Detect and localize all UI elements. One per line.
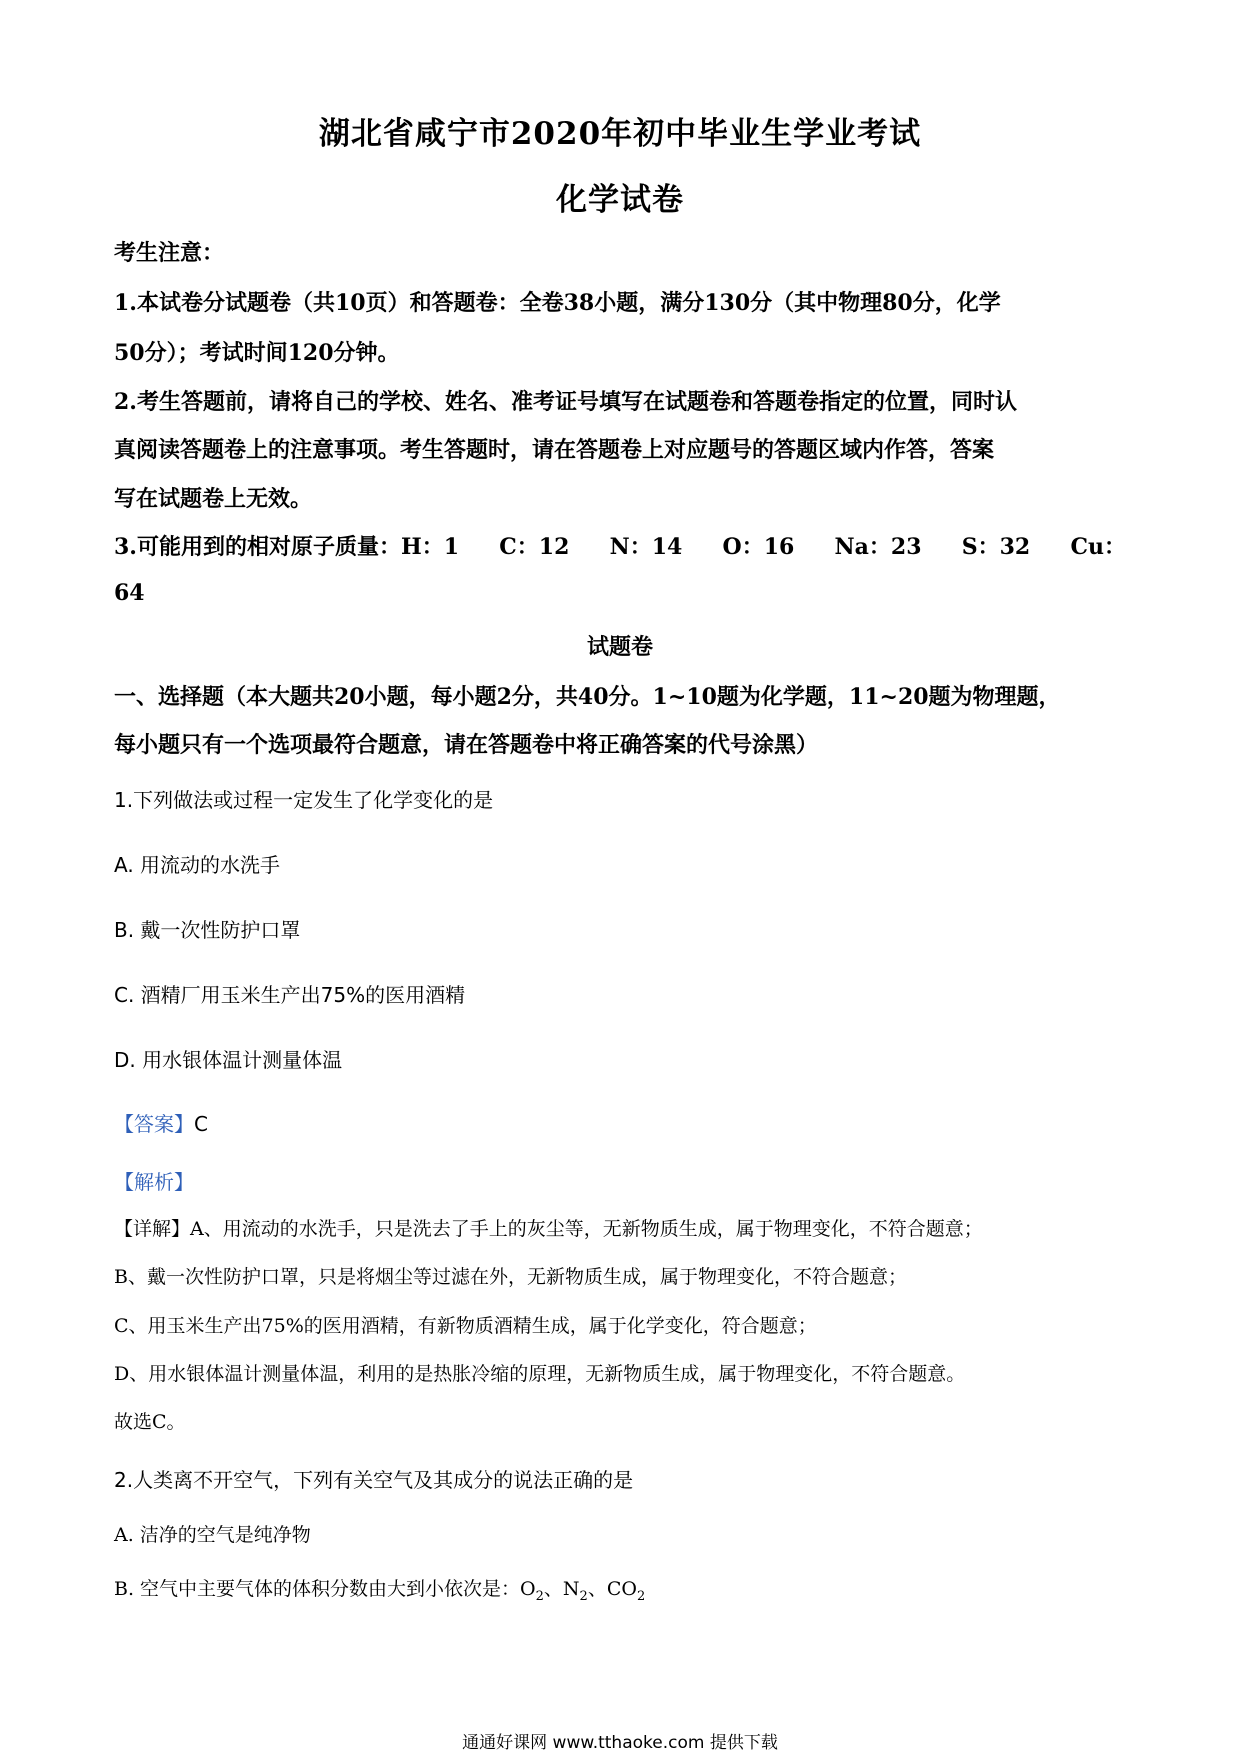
q2-option-b-co2-sub: 2 [636, 1588, 646, 1604]
footer-watermark: 通通好课网 www.tthaoke.com 提供下载 [462, 1733, 778, 1753]
q2-option-b-o2-sub: 2 [535, 1588, 544, 1604]
atomic-mass-row [114, 530, 1126, 561]
analysis-label: 【解析】 [114, 1170, 194, 1194]
q1-detail-line5: 故选C。 [114, 1411, 186, 1433]
notice-item2-line2: 真阅读答题卷上的注意事项。考生答题时，请在答题卷上对应题号的答题区域内作答，答案 [114, 437, 995, 463]
atomic-mass-n: N：14 [609, 534, 683, 560]
atomic-mass-o: O：16 [722, 534, 795, 560]
q1-detail-line2: B、戴一次性防护口罩，只是将烟尘等过滤在外，无新物质生成，属于物理变化，不符合题意； [114, 1266, 907, 1288]
atomic-mass-c: C：12 [499, 534, 570, 560]
q2-option-b-n2-sub: 2 [579, 1588, 588, 1604]
q2-stem: 2.人类离不开空气，下列有关空气及其成分的说法正确的是 [114, 1468, 634, 1492]
notice-item1-line1: 1.本试卷分试题卷（共10页）和答题卷：全卷38小题，满分130分（其中物理80分，化学 [114, 290, 1001, 316]
q2-option-b-co2: 、CO [587, 1578, 637, 1600]
q1-option-b: B. 戴一次性防护口罩 [114, 918, 301, 942]
section-heading-line2: 每小题只有一个选项最符合题意，请在答题卷中将正确答案的代号涂黑） [114, 732, 819, 758]
q2-option-b-n2: 、N [543, 1578, 580, 1600]
q2-option-b [114, 1574, 645, 1604]
q1-detail-line4: D、用水银体温计测量体温，利用的是热胀冷缩的原理，无新物质生成，属于物理变化，不符合题意。 [114, 1363, 966, 1385]
q2-option-a: A. 洁净的空气是纯净物 [114, 1524, 311, 1546]
q1-answer [114, 1108, 208, 1137]
section-label: 试题卷 [586, 634, 653, 660]
q1-detail-line1: 【详解】A、用流动的水洗手，只是洗去了手上的灰尘等，无新物质生成，属于物理变化，不符合题意； [114, 1218, 983, 1240]
q2-option-b-text: B. 空气中主要气体的体积分数由大到小依次是：O [114, 1578, 536, 1600]
q1-option-c: C. 酒精厂用玉米生产出75%的医用酒精 [114, 983, 466, 1007]
notice-item1-line2: 50分）；考试时间120分钟。 [114, 340, 400, 366]
notice-heading: 考生注意： [114, 240, 225, 266]
answer-value: C [194, 1112, 208, 1136]
answer-label: 【答案】 [114, 1112, 194, 1136]
notice-item2-line1: 2.考生答题前，请将自己的学校、姓名、准考证号填写在试题卷和答题卷指定的位置，同时认 [114, 389, 1017, 415]
notice-item2-line3: 写在试题卷上无效。 [114, 486, 313, 512]
section-heading-line1: 一、选择题（本大题共20小题，每小题2分，共40分。1~10题为化学题，11~20题为物理题， [114, 684, 1061, 710]
exam-subtitle: 化学试卷 [556, 182, 684, 218]
exam-title: 湖北省咸宁市2020年初中毕业生学业考试 [318, 116, 922, 152]
atomic-mass-prefix: 3.可能用到的相对原子质量：H：1 [114, 534, 460, 560]
q1-detail-line3: C、用玉米生产出75%的医用酒精，有新物质酒精生成，属于化学变化，符合题意； [114, 1315, 817, 1337]
atomic-mass-cu: Cu： [1070, 534, 1126, 560]
q1-option-a: A. 用流动的水洗手 [114, 853, 281, 877]
atomic-mass-s: S：32 [961, 534, 1031, 560]
q1-option-d: D. 用水银体温计测量体温 [114, 1048, 343, 1072]
atomic-mass-cu-value: 64 [114, 580, 145, 606]
atomic-mass-na: Na：23 [834, 534, 922, 560]
q1-stem: 1.下列做法或过程一定发生了化学变化的是 [114, 788, 494, 812]
